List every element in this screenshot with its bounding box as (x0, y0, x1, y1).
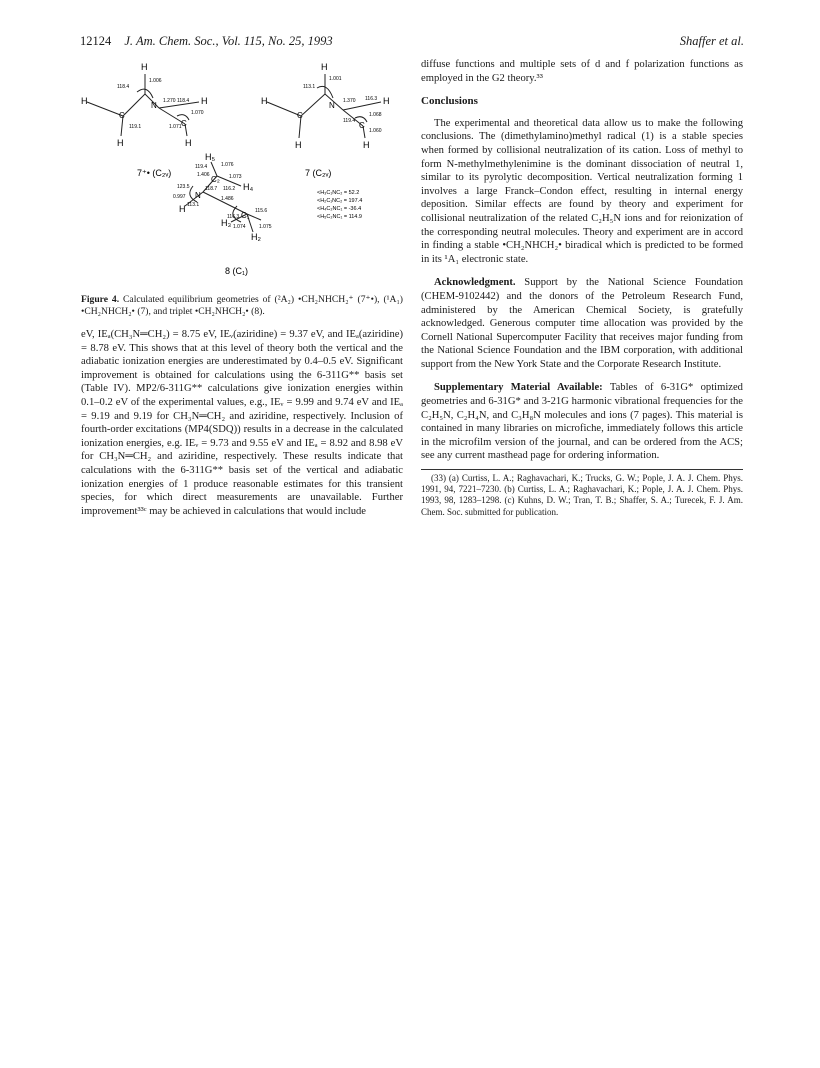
bond-length: 1.068 (369, 112, 382, 118)
page-number: 12124 (80, 34, 112, 48)
atom-label: H (383, 96, 390, 106)
bond-length: 1.001 (329, 76, 342, 82)
atom-label: H (179, 204, 186, 214)
bond-length: 1.073 (229, 174, 242, 180)
atom-label: H₂ (251, 232, 261, 242)
bond-angle: 119.4 (343, 118, 356, 124)
bond-angle: 116.2 (223, 186, 236, 192)
structure-label: 7⁺• (C₂ᵥ) (137, 168, 172, 178)
right-top-text: diffuse functions and multiple sets of d and f polarization functions as employed in the G2 theory.³³ (421, 59, 743, 84)
journal-citation: J. Am. Chem. Soc., Vol. 115, No. 25, 1993 (124, 34, 333, 48)
atom-label: H₄ (243, 182, 254, 192)
supplementary-text: Tables of 6-31G* optimized geometries and 6-31G* and 3-21G harmonic vibrational frequencies for the C₂H₅N, C₂H₄N, and C₃H₈N molecules and ions (7 pages). This material is contained in many libraries on microfiche, immediately follows this article in the microfilm version of the journal, and can be ordered from the ACS; see any current masthead page for ordering information. (421, 382, 743, 462)
reference-33: (33) (a) Curtiss, L. A.; Raghavachari, K.; Trucks, G. W.; Pople, J. A. J. Chem. Phys. 1991, 94, 7221–7230. (b) Curtiss, L. A.; Raghavachari, K.; Pople, J. A. J. Chem. Phys. 1993, 98, 1283–1298. (c) Kuhns, D. W.; Tran, T. B.; Shaffer, S. A.; Turecek, F. J. Am. Chem. Soc. submitted for publication. (421, 473, 743, 517)
dihedral-angle: <H₂C₁NC₂ = 197.4 (317, 198, 363, 204)
atom-label: C (297, 111, 303, 120)
structure-label: 8 (C₁) (225, 266, 249, 276)
atom-label: C₁ (241, 211, 250, 220)
figure-caption-text: Calculated equilibrium geometries of (²A₂) •CH₂NHCH₂⁺ (7⁺•), (¹A₁) •CH₂NHCH₂• (7), and triplet •CH₂NHCH₂• (8). (81, 294, 403, 317)
atom-label: N (329, 101, 335, 110)
acknowledgment-text: Support by the National Science Foundation (CHEM-9102442) and the donors of the Petroleum Research Fund, administered by the American Chemical Society, is gratefully acknowledged. Generous computer time allocation was provided by the Cornell National Supercomputer Facility that receives major funding from the National Science Foundation and the IBM corporation, with additional support from the New York State and the Corporate Research Institute. (421, 277, 743, 370)
atom-label: H (295, 140, 302, 150)
left-column (81, 58, 403, 518)
acknowledgment-paragraph (421, 276, 743, 371)
bond-angle: 113.1 (303, 84, 316, 90)
atom-label: H (141, 62, 148, 72)
bond-length: 1.406 (197, 172, 210, 178)
atom-label: H (261, 96, 268, 106)
atom-label: H (185, 138, 192, 148)
dihedral-angle: <H₃C₁NC₂ = 52.2 (317, 190, 360, 196)
footnotes (421, 469, 743, 518)
running-head-left (80, 34, 333, 49)
right-column (421, 58, 743, 518)
figure-caption (81, 294, 403, 318)
atom-label: C (359, 121, 365, 130)
bond-angle: 116.3 (227, 214, 240, 220)
atom-label: C₂ (211, 175, 220, 184)
bond-angle: 113.1 (187, 202, 200, 208)
running-head (80, 34, 744, 50)
atom-label: N (151, 101, 157, 110)
running-head-authors: Shaffer et al. (679, 34, 744, 48)
bond-length: 0.997 (173, 194, 186, 200)
atom-label: H (117, 138, 124, 148)
bond-angle: 119.1 (129, 124, 142, 130)
bond-length: 1.370 (343, 98, 356, 104)
bond-length: 1.071 (169, 124, 182, 130)
dihedral-angle: <H₅C₂NC₁ = 114.9 (317, 214, 362, 220)
atom-label: H (321, 62, 328, 72)
bond-angle: 115.6 (255, 208, 268, 214)
bond-length: 1.486 (221, 196, 234, 202)
conclusions-text: The experimental and theoretical data allow us to make the following conclusions. The (dimethylamino)methyl radical (1) is a stable species when formed by collisional neutralization of its cation. Loss of methyl to form N-methylmethylenimine is the dominant dissociation of neutral 1, similar to its pyrolytic decomposition. Vertical neutralization forming 1 involves a large Franck–Condon effect, resulting in internal energy deposition. Similar effects are found by theory and experiment for collisional neutralization of the related C₂H₅N ions and for reionization of the corresponding neutral molecules. Theory and experiment are in accord in finding a stable •CH₂NHCH₂• biradical which is predicted to be formed in its ¹A₁ electronic state. (421, 117, 743, 265)
figure-label: Figure 4. (81, 294, 120, 305)
bond-angle: 118.4 (177, 98, 190, 104)
bond-angle: 119.4 (195, 164, 208, 170)
dihedral-angle: <H₄C₂NC₁ = -36.4 (317, 206, 362, 212)
atom-label: H₃ (221, 218, 232, 228)
supplementary-heading: Supplementary Material Available: (434, 382, 603, 394)
figure-4 (81, 58, 403, 288)
bond-angle: 118.4 (117, 84, 130, 90)
bond-length: 1.006 (149, 78, 162, 84)
atom-label: H (363, 140, 370, 150)
atom-label: N (195, 191, 201, 200)
atom-label: H (201, 96, 208, 106)
conclusions-heading: Conclusions (421, 95, 478, 108)
supplementary-paragraph (421, 381, 743, 463)
bond-length: 1.075 (259, 224, 272, 230)
atom-label: H (81, 96, 88, 106)
bond-length: 1.074 (233, 224, 246, 230)
bond-length: 1.076 (221, 162, 234, 168)
atom-label: C (181, 119, 187, 128)
bond-length: 1.270 (163, 98, 176, 104)
left-body-text: eV, IEₐ(CH₃N═CH₂) = 8.75 eV, IEᵥ(aziridine) = 9.37 eV, and IEₐ(aziridine) = 8.78 eV. This shows that at this level of theory both the vertical and the adiabatic ionization energies are underestimated by 0.4–0.5 eV. Significant improvement is obtained for calculations using the 6-311G** basis set (Table IV). MP2/6-311G** calculations give ionization energies within 0.1–0.2 eV of the experimental values, e.g., IEᵥ = 9.99 and 9.74 eV and IEₐ = 9.19 and 9.19 for CH₃N═CH₂ and aziridine, respectively. Inclusion of fourth-order excitations (MP4(SDQ)) results in a decrease in the calculated ionization energies, e.g. IEᵥ = 9.73 and 9.55 eV and IEₐ = 8.92 and 8.98 eV for CH₃N═CH₂ and aziridine, respectively. These results indicate that calculations with the 6-311G** basis set of the vertical and adiabatic ionization energies of 1 produce reasonable estimates for this transient species, for which direct measurements are unavailable. Further improvement³³ᶜ may be achieved in calculations that would include (81, 329, 403, 517)
atom-label: H₅ (205, 152, 216, 162)
bond-angle: 116.3 (365, 96, 378, 102)
bond-angle: 118.7 (205, 186, 218, 192)
atom-label: C (119, 111, 125, 120)
bond-angle: 123.5 (177, 184, 190, 190)
acknowledgment-heading: Acknowledgment. (434, 277, 516, 289)
molecular-geometry-diagram (81, 58, 403, 288)
bond-length: 1.060 (369, 128, 382, 134)
structure-label: 7 (C₂ᵥ) (305, 168, 332, 178)
bond-length: 1.070 (191, 110, 204, 116)
